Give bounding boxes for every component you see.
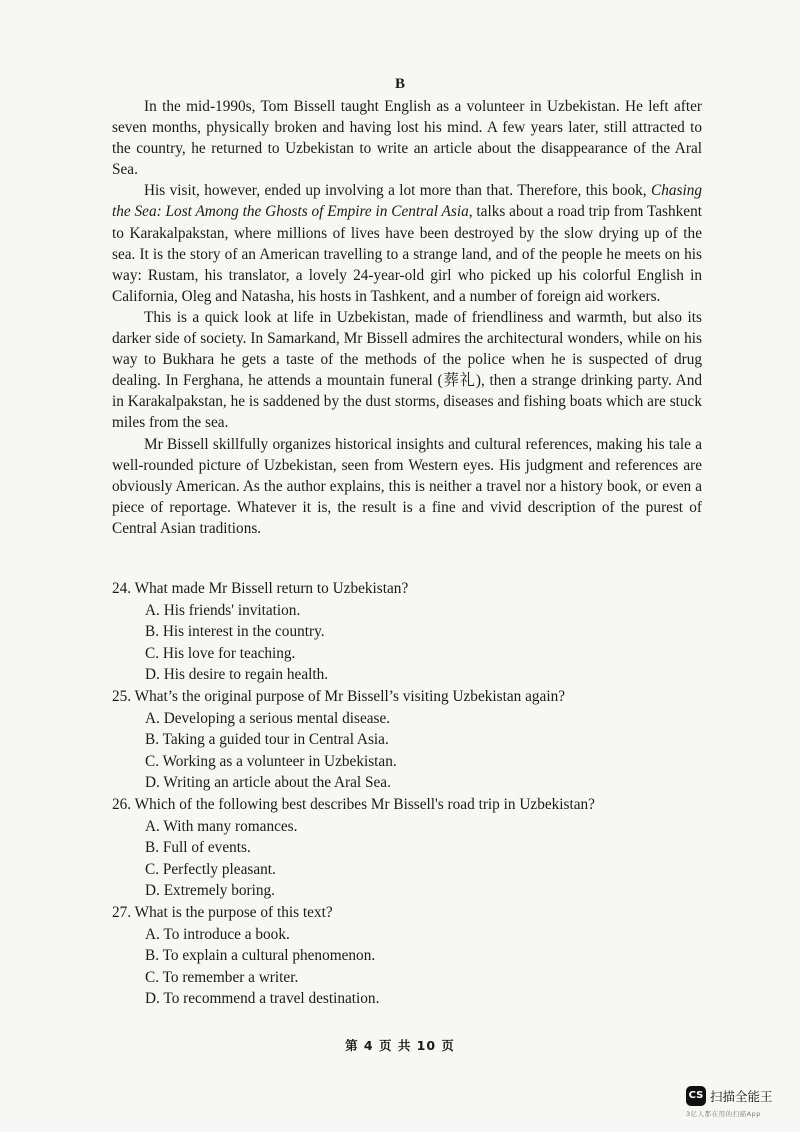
option-a: A. To introduce a book.	[145, 925, 290, 943]
option-b: B. Full of events.	[145, 839, 251, 857]
option-a: A. With many romances.	[145, 817, 298, 835]
option-a: A. Developing a serious mental disease.	[145, 709, 391, 727]
passage-paragraph-2	[112, 180, 702, 307]
book-title: Chasing the Sea: Lost Among the Ghosts of Empire in Central Asia	[112, 182, 702, 221]
passage-paragraph-3: This is a quick look at life in Uzbekistan, made of friendliness and warmth, but also its darker side of society. In Samarkand, Mr Bissell admires the architectural wonders, while on his way to Bukhara he gets a taste of the methods of the police when he is suspected of drug dealing. In Ferghana, he attends a mountain funeral (葬礼), then a strange drinking party. And in Karakalpakstan, he is saddened by the dust storms, diseases and fishing boats which are stuck miles from the sea.	[112, 308, 702, 432]
page-number: 第 4 页 共 10 页	[345, 1038, 455, 1053]
option-b: B. Taking a guided tour in Central Asia.	[145, 731, 389, 749]
paragraph-2-intro: His visit, however, ended up involving a lot more than that. Therefore, this book,	[144, 182, 651, 200]
option-c: C. Perfectly pleasant.	[145, 860, 276, 878]
option-a: A. His friends' invitation.	[145, 601, 301, 619]
question-stem: 27. What is the purpose of this text?	[112, 903, 333, 921]
reading-passage	[112, 96, 702, 539]
question-24	[112, 578, 712, 686]
option-c: C. Working as a volunteer in Uzbekistan.	[145, 752, 397, 770]
passage-paragraph-1: In the mid-1990s, Tom Bissell taught English as a volunteer in Uzbekistan. He left after seven months, physically broken and having lost his mind. A few years later, still attracted to the country, he returned to Uzbekistan to write an article about the disappearance of the Aral Sea.	[112, 98, 702, 179]
question-list	[112, 578, 712, 1010]
option-d: D. To recommend a travel destination.	[145, 990, 380, 1008]
question-25	[112, 686, 712, 794]
camscanner-logo-icon: CS	[686, 1086, 706, 1106]
question-stem: 26. Which of the following best describes Mr Bissell's road trip in Uzbekistan?	[112, 795, 595, 813]
watermark-title: 扫描全能王	[710, 1089, 773, 1104]
option-b: B. His interest in the country.	[145, 623, 325, 641]
paragraph-2-body: , talks about a road trip from Tashkent to Karakalpakstan, where millions of lives have been destroyed by the slow drying up of the sea. It is the story of an American travelling to a strange land, and of the people he meets on his way: Rustam, his translator, a lovely 24-year-old girl who picked up his colorful English in California, Oleg and Natasha, his hosts in Tashkent, and a number of foreign aid workers.	[112, 203, 702, 305]
option-b: B. To explain a cultural phenomenon.	[145, 947, 376, 965]
option-d: D. Writing an article about the Aral Sea.	[145, 774, 391, 792]
option-d: D. Extremely boring.	[145, 882, 275, 900]
question-stem: 25. What’s the original purpose of Mr Bissell’s visiting Uzbekistan again?	[112, 687, 566, 705]
option-c: C. His love for teaching.	[145, 644, 296, 662]
watermark-subtitle: 3亿人都在用的扫描App	[686, 1110, 761, 1118]
option-d: D. His desire to regain health.	[145, 666, 329, 684]
option-c: C. To remember a writer.	[145, 968, 299, 986]
question-27	[112, 902, 712, 1010]
question-26	[112, 794, 712, 902]
scanner-watermark	[686, 1086, 786, 1122]
passage-paragraph-4: Mr Bissell skillfully organizes historical insights and cultural references, making his tale a well-rounded picture of Uzbekistan, seen from Western eyes. His judgment and references are obviously American. As the author explains, this is neither a travel nor a history book, or even a piece of reportage. Whatever it is, the result is a fine and vivid description of the purest of Central Asian traditions.	[112, 435, 702, 537]
section-heading: B	[394, 76, 405, 92]
question-stem: 24. What made Mr Bissell return to Uzbekistan?	[112, 580, 409, 597]
